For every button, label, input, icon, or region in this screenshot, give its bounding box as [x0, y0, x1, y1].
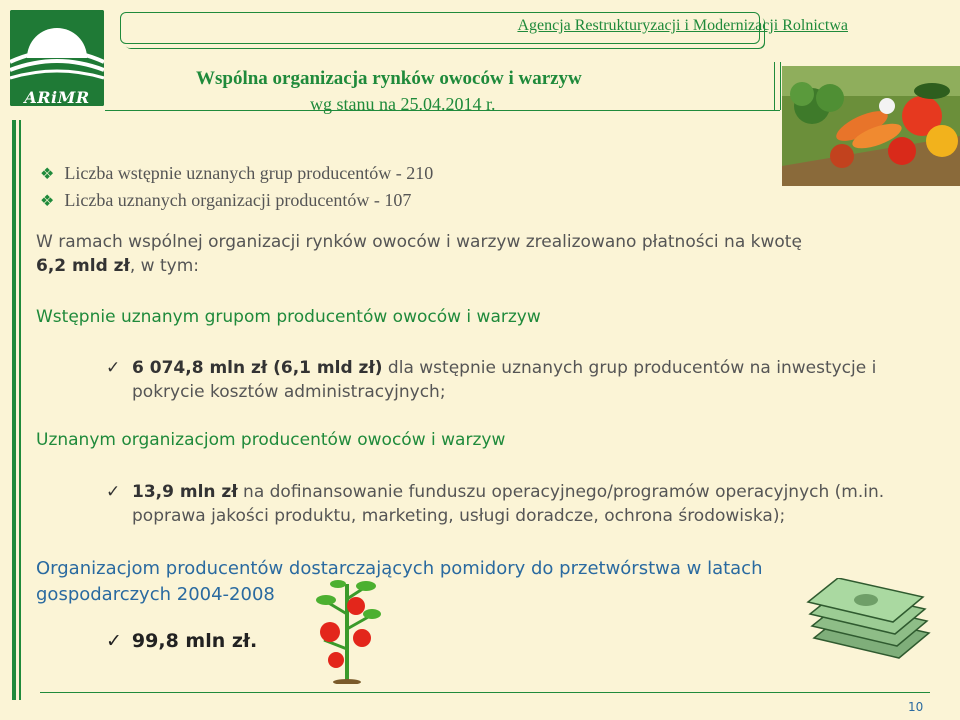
section-item: [106, 480, 936, 528]
item-text: dla wstępnie uznanych grup producentów na inwestycje i pokrycie kosztów administracyjnych;: [132, 358, 877, 402]
money-stack-icon: [804, 578, 934, 668]
slide-title: Wspólna organizacja rynków owoców i warzyw: [196, 68, 582, 89]
item-amount: 6 074,8 mln zł (6,1 mld zł): [132, 358, 383, 378]
arimr-logo: [10, 10, 104, 106]
diamond-bullet-icon: ❖: [40, 166, 55, 183]
page-number: 10: [908, 700, 924, 714]
vegetables-image-icon: [782, 66, 960, 186]
section-heading: Wstępnie uznanym grupom producentów owoców i warzyw: [36, 307, 541, 327]
section-heading: Uznanym organizacjom producentów owoców i warzyw: [36, 430, 506, 450]
agency-name: Agencja Restrukturyzacji i Modernizacji Rolnictwa: [517, 17, 848, 34]
item-amount: 13,9 mln zł: [132, 482, 238, 502]
stat-text: Liczba uznanych organizacji producentów - 107: [64, 190, 412, 210]
frame-line: [780, 62, 781, 110]
stat-text: Liczba wstępnie uznanych grup producentów - 210: [64, 163, 434, 183]
left-rule-inner: [19, 120, 21, 700]
slide-subtitle: wg stanu na 25.04.2014 r.: [310, 94, 496, 114]
checkmark-icon: ✓: [106, 630, 122, 652]
section-item: [106, 356, 926, 404]
left-rule: [12, 120, 16, 700]
checkmark-icon: ✓: [106, 482, 121, 502]
diamond-bullet-icon: ❖: [40, 193, 55, 210]
intro-line: W ramach wspólnej organizacji rynków owoców i warzyw zrealizowano płatności na kwotę: [36, 232, 802, 252]
intro-suffix: , w tym:: [129, 256, 200, 276]
bottom-rule: [40, 692, 930, 693]
section-item: [106, 630, 257, 652]
tomato-plant-icon: [312, 574, 382, 684]
item-text: na dofinansowanie funduszu operacyjnego/programów operacyjnych (m.in. poprawa jakości produktu, marketing, usługi doradcze, ochrona środowiska);: [132, 482, 885, 526]
item-amount: 99,8 mln zł.: [131, 630, 258, 652]
section-heading: Organizacjom producentów dostarczających pomidory do przetwórstwa w latach gospodarczych 2004-2008: [36, 558, 763, 605]
stat-line: [40, 163, 433, 184]
logo-text: ARiMR: [24, 88, 90, 106]
stat-line: [40, 190, 411, 211]
frame-line: [774, 62, 775, 110]
vegetables-photo: [782, 66, 960, 186]
checkmark-icon: ✓: [106, 358, 121, 378]
intro-amount: 6,2 mld zł: [36, 256, 130, 276]
intro-paragraph: [36, 230, 916, 278]
